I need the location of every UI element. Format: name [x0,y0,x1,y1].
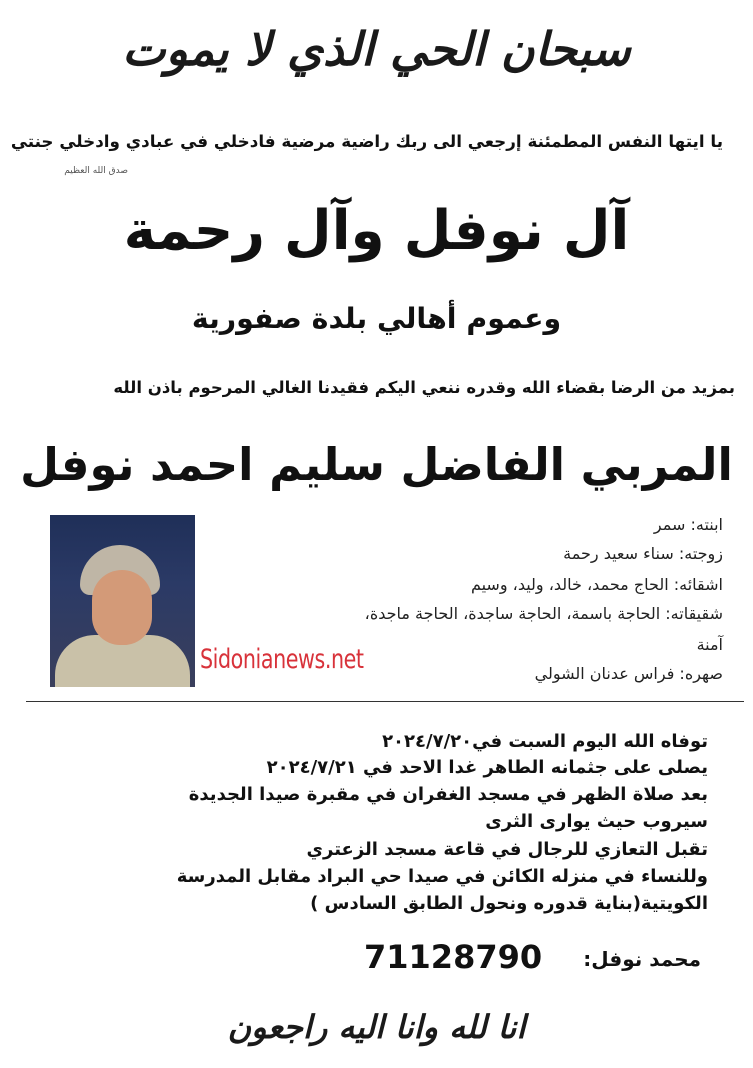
townsfolk-line: وعموم أهالي بلدة صفورية [191,302,562,335]
funeral-line-3: بعد صلاة الظهر في مسجد الغفران في مقبرة صيدا الجديدة [188,784,708,805]
funeral-line-5: تقبل التعازي للرجال في قاعة مسجد الزعتري [306,839,708,860]
funeral-line-4: سيروب حيث يوارى الثرى [485,811,708,832]
relative-sisters: شقيقاته: الحاجة باسمة، الحاجة ساجدة، الحاجة ماجدة، [364,604,723,623]
funeral-line-7: الكويتية(بناية قدوره ونحول الطابق السادس ) [310,893,708,914]
watermark: Sidonianews.net [200,644,364,675]
photo-face-shape [92,570,152,645]
relative-daughter: ابنته: سمر [653,515,723,534]
contact-label: محمد نوفل: [583,947,701,971]
announcement-line: بمزيد من الرضا بقضاء الله وقدره ننعي اليكم فقيدنا الغالي المرحوم باذن الله [113,378,735,397]
deceased-photo [50,515,195,687]
relative-son-in-law: صهره: فراس عدنان الشولي [534,664,723,683]
funeral-line-6: وللنساء في منزله الكائن في صيدا حي البراد مقابل المدرسة [176,866,708,887]
verse-source: صدق الله العظيم [64,166,128,176]
funeral-line-2: يصلى على جثمانه الطاهر غدا الاحد في ٢٠٢٤/٧/٢١ [266,757,708,778]
header-calligraphy: سبحان الحي الذي لا يموت [122,22,631,76]
families-title: آل نوفل وآل رحمة [123,198,630,262]
contact-phone: 71128790 [364,938,543,976]
footer-calligraphy: انا لله وانا اليه راجعون [227,1008,526,1046]
quran-verse: يا ايتها النفس المطمئنة إرجعي الى ربك راضية مرضية فادخلي في عبادي وادخلي جنتي [10,131,723,151]
section-divider [26,701,744,702]
relative-sisters-cont: آمنة [696,635,723,654]
relative-brothers: اشقائه: الحاج محمد، خالد، وليد، وسيم [470,575,723,594]
relative-wife: زوجته: سناء سعيد رحمة [563,544,723,563]
deceased-name: المربي الفاضل سليم احمد نوفل [20,438,733,491]
funeral-line-1: توفاه الله اليوم السبت في٢٠٢٤/٧/٢٠ [382,731,708,752]
